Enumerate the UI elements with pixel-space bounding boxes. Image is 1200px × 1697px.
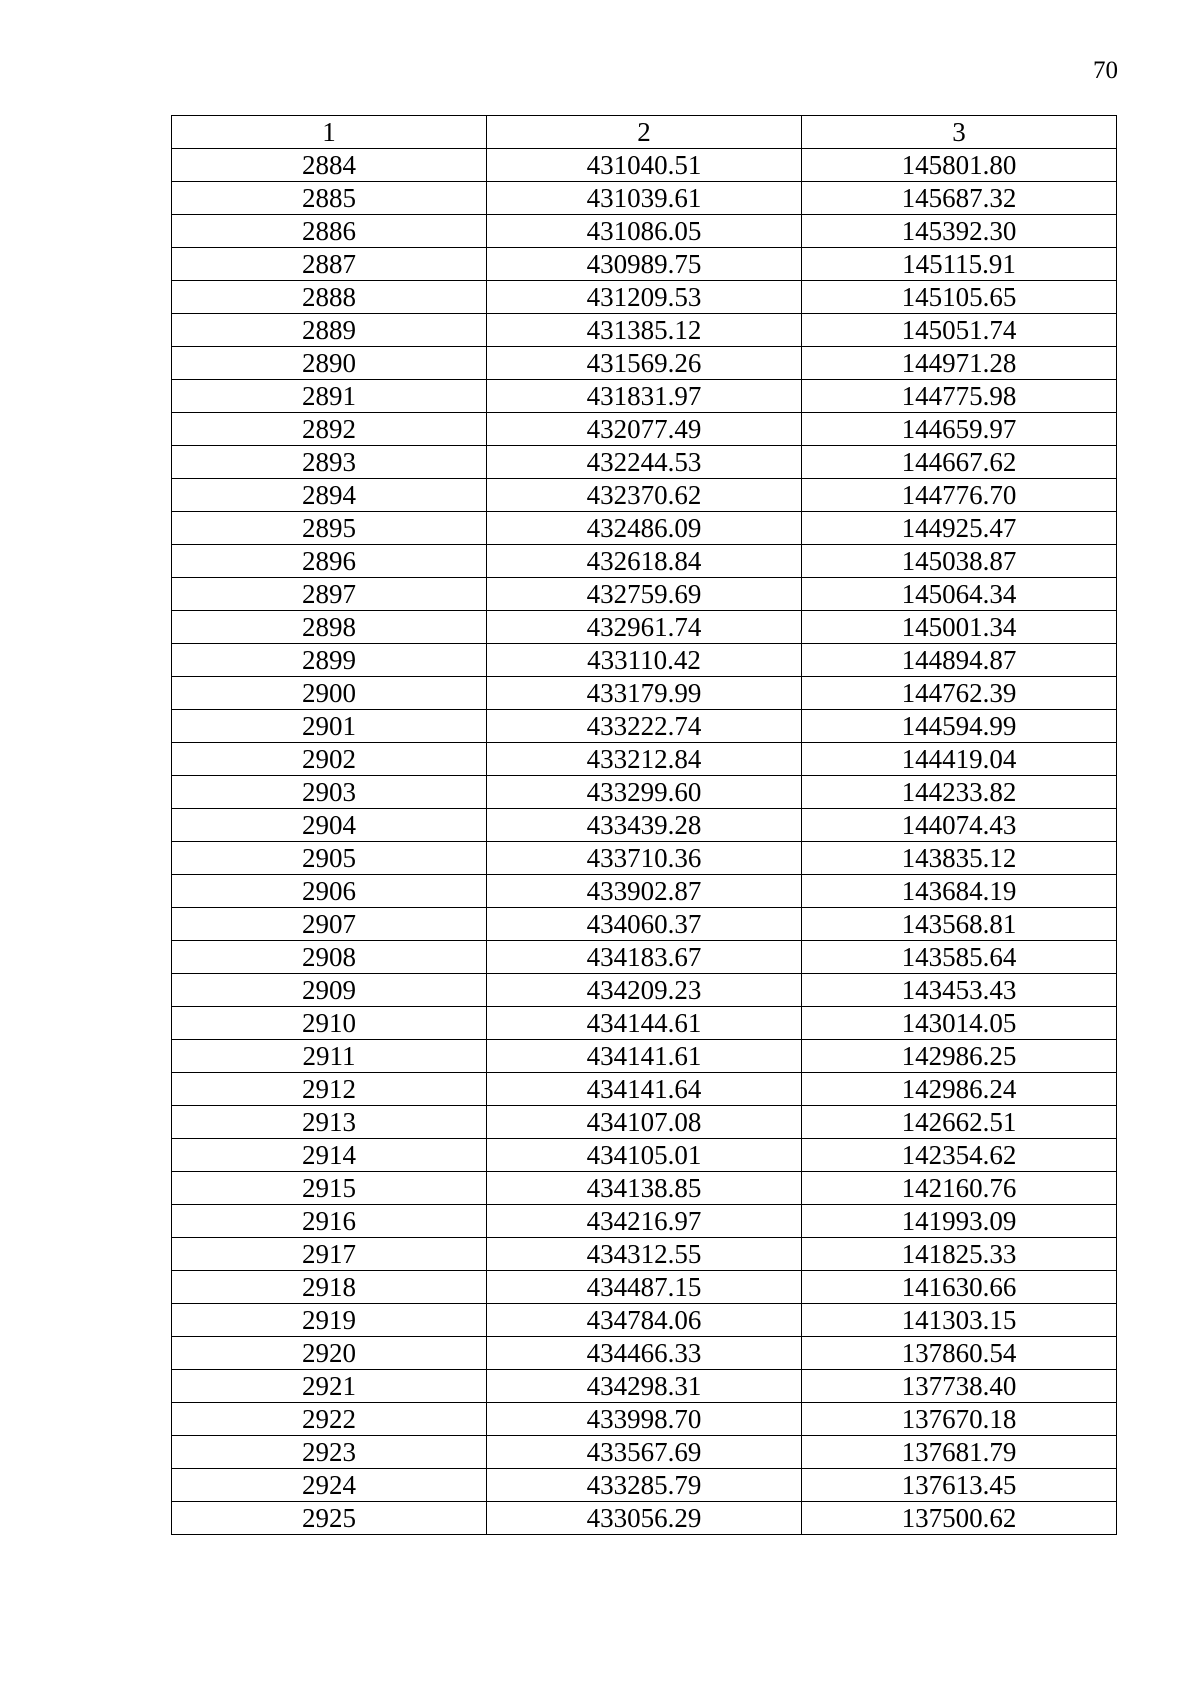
table-row xyxy=(172,1337,1117,1370)
table-cell: 434141.61 xyxy=(487,1040,802,1073)
table-cell: 2920 xyxy=(172,1337,487,1370)
header-row xyxy=(172,116,1117,149)
header-cell-3: 3 xyxy=(802,116,1117,149)
table-cell: 2925 xyxy=(172,1502,487,1535)
table-cell: 2905 xyxy=(172,842,487,875)
table-row xyxy=(172,1139,1117,1172)
table-cell: 431040.51 xyxy=(487,149,802,182)
table-cell: 2889 xyxy=(172,314,487,347)
table-cell: 2908 xyxy=(172,941,487,974)
page-number: 70 xyxy=(1093,57,1118,84)
table-row xyxy=(172,611,1117,644)
table-cell: 144925.47 xyxy=(802,512,1117,545)
table-cell: 2916 xyxy=(172,1205,487,1238)
table-cell: 2886 xyxy=(172,215,487,248)
table-cell: 434138.85 xyxy=(487,1172,802,1205)
table-cell: 432244.53 xyxy=(487,446,802,479)
table-cell: 2887 xyxy=(172,248,487,281)
table-cell: 2922 xyxy=(172,1403,487,1436)
table-cell: 431209.53 xyxy=(487,281,802,314)
table-row xyxy=(172,908,1117,941)
table-cell: 143585.64 xyxy=(802,941,1117,974)
header-cell-1: 1 xyxy=(172,116,487,149)
table-cell: 2917 xyxy=(172,1238,487,1271)
table-cell: 434183.67 xyxy=(487,941,802,974)
table-cell: 144894.87 xyxy=(802,644,1117,677)
table-row xyxy=(172,1469,1117,1502)
table-cell: 432486.09 xyxy=(487,512,802,545)
table-row xyxy=(172,248,1117,281)
table-cell: 143014.05 xyxy=(802,1007,1117,1040)
table-cell: 145064.34 xyxy=(802,578,1117,611)
table-cell: 144667.62 xyxy=(802,446,1117,479)
table-cell: 2890 xyxy=(172,347,487,380)
table-row xyxy=(172,1403,1117,1436)
table-row xyxy=(172,809,1117,842)
table-row xyxy=(172,677,1117,710)
table-cell: 431569.26 xyxy=(487,347,802,380)
table-cell: 144775.98 xyxy=(802,380,1117,413)
table-cell: 434060.37 xyxy=(487,908,802,941)
table-row xyxy=(172,479,1117,512)
table-cell: 145392.30 xyxy=(802,215,1117,248)
table-cell: 2893 xyxy=(172,446,487,479)
table-cell: 2909 xyxy=(172,974,487,1007)
table-cell: 2894 xyxy=(172,479,487,512)
table-cell: 2906 xyxy=(172,875,487,908)
table-cell: 137500.62 xyxy=(802,1502,1117,1535)
table-cell: 433179.99 xyxy=(487,677,802,710)
table-cell: 145801.80 xyxy=(802,149,1117,182)
table-cell: 141303.15 xyxy=(802,1304,1117,1337)
table-cell: 434209.23 xyxy=(487,974,802,1007)
table-cell: 145105.65 xyxy=(802,281,1117,314)
table-cell: 432077.49 xyxy=(487,413,802,446)
table-cell: 144594.99 xyxy=(802,710,1117,743)
table-row xyxy=(172,842,1117,875)
table-cell: 433212.84 xyxy=(487,743,802,776)
header-cell-2: 2 xyxy=(487,116,802,149)
table-cell: 137613.45 xyxy=(802,1469,1117,1502)
table-cell: 2899 xyxy=(172,644,487,677)
table-cell: 2907 xyxy=(172,908,487,941)
table-cell: 433110.42 xyxy=(487,644,802,677)
table-row xyxy=(172,380,1117,413)
table-cell: 145687.32 xyxy=(802,182,1117,215)
table-cell: 432961.74 xyxy=(487,611,802,644)
table-cell: 2888 xyxy=(172,281,487,314)
table-cell: 142160.76 xyxy=(802,1172,1117,1205)
table-cell: 145115.91 xyxy=(802,248,1117,281)
table-cell: 431086.05 xyxy=(487,215,802,248)
table-cell: 2896 xyxy=(172,545,487,578)
table-cell: 2900 xyxy=(172,677,487,710)
table-cell: 2884 xyxy=(172,149,487,182)
table-cell: 434487.15 xyxy=(487,1271,802,1304)
table-cell: 432759.69 xyxy=(487,578,802,611)
table-cell: 433902.87 xyxy=(487,875,802,908)
table-row xyxy=(172,743,1117,776)
table-cell: 141630.66 xyxy=(802,1271,1117,1304)
table-cell: 433710.36 xyxy=(487,842,802,875)
table-cell: 142662.51 xyxy=(802,1106,1117,1139)
table-row xyxy=(172,1238,1117,1271)
table-row xyxy=(172,1040,1117,1073)
table-cell: 433056.29 xyxy=(487,1502,802,1535)
table-row xyxy=(172,281,1117,314)
table-cell: 2897 xyxy=(172,578,487,611)
table-row xyxy=(172,776,1117,809)
table-cell: 144659.97 xyxy=(802,413,1117,446)
table-cell: 137860.54 xyxy=(802,1337,1117,1370)
table-cell: 142986.24 xyxy=(802,1073,1117,1106)
table-row xyxy=(172,1304,1117,1337)
table-cell: 142986.25 xyxy=(802,1040,1117,1073)
table-row xyxy=(172,347,1117,380)
table-header xyxy=(172,116,1117,149)
table-cell: 141825.33 xyxy=(802,1238,1117,1271)
table-cell: 143684.19 xyxy=(802,875,1117,908)
table-cell: 143835.12 xyxy=(802,842,1117,875)
table-cell: 431385.12 xyxy=(487,314,802,347)
table-body xyxy=(172,149,1117,1535)
table-cell: 2923 xyxy=(172,1436,487,1469)
table-cell: 433998.70 xyxy=(487,1403,802,1436)
table-cell: 2919 xyxy=(172,1304,487,1337)
table-row xyxy=(172,578,1117,611)
table-cell: 144762.39 xyxy=(802,677,1117,710)
table-cell: 145001.34 xyxy=(802,611,1117,644)
table-cell: 2911 xyxy=(172,1040,487,1073)
table-row xyxy=(172,446,1117,479)
table-cell: 434466.33 xyxy=(487,1337,802,1370)
table-cell: 2901 xyxy=(172,710,487,743)
table-cell: 2921 xyxy=(172,1370,487,1403)
table-row xyxy=(172,215,1117,248)
table-cell: 432618.84 xyxy=(487,545,802,578)
table-cell: 2912 xyxy=(172,1073,487,1106)
table-cell: 2892 xyxy=(172,413,487,446)
table-row xyxy=(172,1172,1117,1205)
table-cell: 2915 xyxy=(172,1172,487,1205)
table-cell: 145038.87 xyxy=(802,545,1117,578)
table-cell: 2914 xyxy=(172,1139,487,1172)
table-cell: 434141.64 xyxy=(487,1073,802,1106)
table-cell: 433222.74 xyxy=(487,710,802,743)
table-row xyxy=(172,941,1117,974)
table-cell: 2898 xyxy=(172,611,487,644)
table-cell: 434312.55 xyxy=(487,1238,802,1271)
table-cell: 137681.79 xyxy=(802,1436,1117,1469)
table-cell: 2904 xyxy=(172,809,487,842)
table-cell: 430989.75 xyxy=(487,248,802,281)
table-cell: 434216.97 xyxy=(487,1205,802,1238)
table-row xyxy=(172,149,1117,182)
table-cell: 144971.28 xyxy=(802,347,1117,380)
table-row xyxy=(172,1271,1117,1304)
table-row xyxy=(172,1073,1117,1106)
table-cell: 433285.79 xyxy=(487,1469,802,1502)
table-cell: 433567.69 xyxy=(487,1436,802,1469)
table-row xyxy=(172,1106,1117,1139)
table-cell: 145051.74 xyxy=(802,314,1117,347)
table-row xyxy=(172,182,1117,215)
table-cell: 434105.01 xyxy=(487,1139,802,1172)
table-row xyxy=(172,1007,1117,1040)
table-cell: 432370.62 xyxy=(487,479,802,512)
table-row xyxy=(172,710,1117,743)
table-row xyxy=(172,512,1117,545)
table-cell: 434107.08 xyxy=(487,1106,802,1139)
table-cell: 2913 xyxy=(172,1106,487,1139)
table-cell: 2910 xyxy=(172,1007,487,1040)
table-row xyxy=(172,1370,1117,1403)
table-row xyxy=(172,1502,1117,1535)
table-cell: 433299.60 xyxy=(487,776,802,809)
table-row xyxy=(172,644,1117,677)
table-row xyxy=(172,1205,1117,1238)
table-cell: 141993.09 xyxy=(802,1205,1117,1238)
table-cell: 2924 xyxy=(172,1469,487,1502)
table-cell: 142354.62 xyxy=(802,1139,1117,1172)
coordinates-table xyxy=(171,115,1117,1535)
table-cell: 2918 xyxy=(172,1271,487,1304)
table-row xyxy=(172,1436,1117,1469)
table-row xyxy=(172,413,1117,446)
table-cell: 2895 xyxy=(172,512,487,545)
table-cell: 434144.61 xyxy=(487,1007,802,1040)
table-cell: 137738.40 xyxy=(802,1370,1117,1403)
table-cell: 2902 xyxy=(172,743,487,776)
table-cell: 143453.43 xyxy=(802,974,1117,1007)
table-cell: 434298.31 xyxy=(487,1370,802,1403)
table-row xyxy=(172,875,1117,908)
table-cell: 144419.04 xyxy=(802,743,1117,776)
table-cell: 143568.81 xyxy=(802,908,1117,941)
table-cell: 2885 xyxy=(172,182,487,215)
table-cell: 144776.70 xyxy=(802,479,1117,512)
table-row xyxy=(172,314,1117,347)
table-cell: 431039.61 xyxy=(487,182,802,215)
table-cell: 433439.28 xyxy=(487,809,802,842)
table-cell: 144074.43 xyxy=(802,809,1117,842)
table-row xyxy=(172,974,1117,1007)
table-row xyxy=(172,545,1117,578)
table-cell: 144233.82 xyxy=(802,776,1117,809)
table-cell: 2903 xyxy=(172,776,487,809)
table-cell: 431831.97 xyxy=(487,380,802,413)
table-cell: 2891 xyxy=(172,380,487,413)
table-cell: 434784.06 xyxy=(487,1304,802,1337)
table-cell: 137670.18 xyxy=(802,1403,1117,1436)
